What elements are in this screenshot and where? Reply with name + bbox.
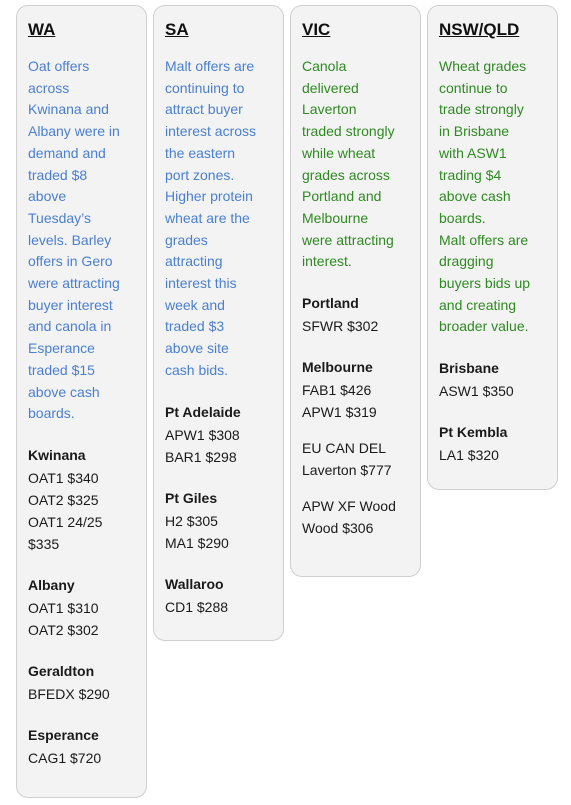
location-wallaroo [165,574,273,618]
price-line: APW1 $308 [165,426,240,443]
card-description: Wheat grades continue to trade strongly in Brisbane with ASW1 trading $4 above cash boards. Malt offers are dragging buyers bids up and creating broader value. [439,58,531,335]
price-line: OAT2 $302 [28,621,99,638]
location-kwinana [28,445,136,555]
price-line: ASW1 $350 [439,383,514,400]
location-name: Geraldton [28,662,95,679]
wa-card [16,5,147,798]
price-line: BAR1 $298 [165,448,237,465]
card-description: Malt offers are continuing to attract buyer interest across the eastern port zones. Higher protein wheat are the grades attracting interest this week and traded $3 above site cash bids. [165,58,257,378]
price-line: FAB1 $426 [302,382,372,399]
location-pt-giles [165,488,273,554]
location-name: Melbourne [302,359,373,376]
price-line: OAT2 $325 [28,491,99,508]
location-name: Pt Adelaide [165,403,241,420]
price-line: Laverton $777 [302,462,392,479]
location-portland [302,293,410,337]
price-line: CAG1 $720 [28,749,102,766]
card-description: Oat offers across Kwinana and Albany were in demand and traded $8 above Tuesday’s levels. Barley offers in Gero were attracting buyer interest and canola in Esperance traded $15 above cash boards. [28,58,120,422]
price-line: EU CAN DEL [302,440,387,457]
location-esperance [28,725,136,769]
location-geraldton [28,661,136,705]
card-title: NSW/QLD [439,20,520,39]
price-line: APW1 $319 [302,404,377,421]
sa-card [153,5,284,641]
price-line: OAT1 24/25 [28,513,103,530]
card-title: WA [28,20,56,39]
location-name: Albany [28,576,75,593]
card-title: VIC [302,20,331,39]
price-line: CD1 $288 [165,598,229,615]
price-line: MA1 $290 [165,534,229,551]
price-line: APW XF Wood [302,498,396,515]
price-line: OAT1 $310 [28,599,99,616]
location-albany [28,575,136,641]
location-pt-adelaide [165,402,273,468]
price-line: $335 [28,535,60,552]
location-name: Pt Kembla [439,424,508,441]
vic-card [290,5,421,577]
location-name: Wallaroo [165,575,224,592]
location-name: Pt Giles [165,489,218,506]
price-line: BFEDX $290 [28,685,110,702]
price-line: Wood $306 [302,520,374,537]
location-name: Brisbane [439,360,499,377]
price-line: OAT1 $340 [28,469,99,486]
location-pt-kembla [439,422,547,466]
nsw-qld-card [427,5,558,490]
location-brisbane [439,358,547,402]
price-line: SFWR $302 [302,318,379,335]
location-name: Kwinana [28,446,86,463]
location-name: Portland [302,295,359,312]
location-melbourne [302,357,410,539]
price-line: LA1 $320 [439,447,499,464]
location-name: Esperance [28,726,99,743]
price-line: H2 $305 [165,512,218,529]
card-title: SA [165,20,189,39]
card-description: Canola delivered Laverton traded strongly while wheat grades across Portland and Melbourne were attracting interest. [302,58,395,270]
